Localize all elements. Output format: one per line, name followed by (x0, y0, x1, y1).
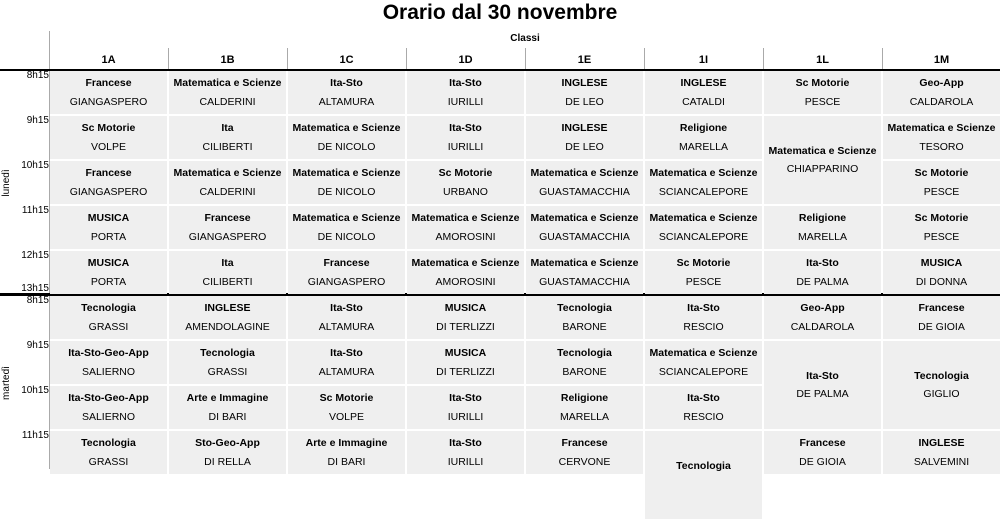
time-slot-label: 11h15 (21, 205, 49, 216)
lesson-teacher: TESORO (919, 141, 964, 153)
lesson-teacher: DI TERLIZZI (436, 366, 495, 378)
lesson-teacher: SALIERNO (81, 411, 136, 423)
lesson-cell[interactable] (883, 341, 1000, 429)
lesson-subject: Geo-App (919, 77, 964, 89)
day-label: martedì (1, 365, 12, 400)
lesson-subject: Ita-Sto (687, 302, 720, 314)
lesson-teacher: GRASSI (88, 321, 129, 333)
lesson-teacher: RESCIO (683, 411, 724, 423)
lesson-subject: Arte e Immagine (305, 437, 388, 449)
class-header: 1D (458, 54, 473, 66)
lesson-subject: Ita (221, 122, 234, 134)
lesson-cell[interactable] (169, 71, 286, 114)
lesson-cell[interactable] (288, 116, 405, 159)
lesson-teacher: CERVONE (558, 456, 611, 468)
lesson-subject: Tecnologia (676, 460, 731, 472)
lesson-teacher: VOLPE (90, 141, 127, 153)
lesson-teacher: GIANGASPERO (307, 276, 386, 288)
lesson-subject: Tecnologia (200, 347, 255, 359)
lesson-teacher: GUASTAMACCHIA (539, 186, 630, 198)
lesson-cell[interactable] (764, 296, 881, 339)
time-slot-label: 13h15 (21, 283, 49, 294)
time-slot-label: 12h15 (21, 250, 49, 261)
lesson-subject: Ita-Sto (806, 370, 839, 382)
time-slot-label: 9h15 (26, 340, 49, 351)
lesson-subject: INGLESE (680, 77, 727, 89)
class-header: 1L (816, 54, 829, 66)
lesson-cell[interactable] (288, 251, 405, 294)
lesson-cell[interactable] (169, 341, 286, 384)
lesson-cell[interactable] (288, 386, 405, 429)
lesson-teacher: DE NICOLO (317, 186, 376, 198)
lesson-teacher: BARONE (562, 321, 607, 333)
lesson-teacher: IURILLI (447, 411, 484, 423)
lesson-teacher: AMOROSINI (435, 231, 496, 243)
lesson-teacher: GIANGASPERO (69, 96, 148, 108)
lesson-cell[interactable] (764, 431, 881, 474)
lesson-cell[interactable] (764, 71, 881, 114)
lesson-teacher: DI BARI (327, 456, 366, 468)
lesson-subject: Ita-Sto (330, 347, 363, 359)
lesson-teacher: CILIBERTI (202, 276, 253, 288)
column-divider (763, 48, 764, 70)
lesson-subject: Francese (85, 77, 132, 89)
lesson-teacher: AMENDOLAGINE (185, 321, 270, 333)
lesson-cell[interactable] (764, 251, 881, 294)
lesson-subject: Tecnologia (81, 302, 136, 314)
lesson-cell[interactable] (407, 206, 524, 249)
lesson-subject: Tecnologia (557, 347, 612, 359)
lesson-cell[interactable] (50, 161, 167, 204)
lesson-cell[interactable] (764, 116, 881, 204)
lesson-teacher: SALVEMINI (913, 456, 970, 468)
lesson-subject: Ita-Sto-Geo-App (68, 392, 149, 404)
lesson-teacher: MARELLA (797, 231, 848, 243)
page-title: Orario dal 30 novembre (382, 1, 618, 24)
lesson-teacher: DE LEO (565, 96, 604, 108)
column-divider (406, 48, 407, 70)
lesson-subject: Ita (221, 257, 234, 269)
lesson-subject: Ita-Sto (449, 392, 482, 404)
lesson-cell[interactable] (407, 116, 524, 159)
class-header: 1A (101, 54, 116, 66)
lesson-subject: Sc Motorie (914, 212, 969, 224)
lesson-cell[interactable] (526, 251, 643, 294)
lesson-teacher: PESCE (685, 276, 722, 288)
lesson-cell[interactable] (526, 431, 643, 474)
time-slot-label: 9h15 (26, 115, 49, 126)
column-divider (168, 48, 169, 70)
lesson-subject: Francese (799, 437, 846, 449)
lesson-subject: INGLESE (561, 77, 608, 89)
lesson-teacher: IURILLI (447, 96, 484, 108)
lesson-cell[interactable] (883, 161, 1000, 204)
lesson-cell[interactable] (407, 71, 524, 114)
lesson-cell[interactable] (407, 341, 524, 384)
lesson-cell[interactable] (645, 431, 762, 519)
lesson-cell[interactable] (526, 386, 643, 429)
time-slot-label: 8h15 (26, 70, 49, 81)
lesson-cell[interactable] (645, 296, 762, 339)
lesson-subject: Matematica e Scienze (887, 122, 996, 134)
lesson-cell[interactable] (288, 296, 405, 339)
lesson-cell[interactable] (50, 386, 167, 429)
lesson-subject: Francese (323, 257, 370, 269)
lesson-subject: INGLESE (561, 122, 608, 134)
lesson-subject: Matematica e Scienze (530, 167, 639, 179)
lesson-teacher: PESCE (923, 231, 960, 243)
lesson-subject: Tecnologia (557, 302, 612, 314)
lesson-subject: Sc Motorie (319, 392, 374, 404)
lesson-cell[interactable] (645, 251, 762, 294)
lesson-teacher: BARONE (562, 366, 607, 378)
lesson-teacher: CALDAROLA (790, 321, 855, 333)
column-divider (644, 48, 645, 70)
class-header: 1I (698, 54, 709, 66)
lesson-teacher: CALDERINI (199, 186, 256, 198)
lesson-cell[interactable] (645, 386, 762, 429)
lesson-cell[interactable] (645, 116, 762, 159)
lesson-cell[interactable] (526, 161, 643, 204)
lesson-teacher: RESCIO (683, 321, 724, 333)
lesson-subject: Religione (679, 122, 728, 134)
lesson-subject: Ita-Sto (449, 122, 482, 134)
class-header: 1M (933, 54, 950, 66)
lesson-teacher: CILIBERTI (202, 141, 253, 153)
lesson-teacher: DI TERLIZZI (436, 321, 495, 333)
lesson-subject: Matematica e Scienze (173, 77, 282, 89)
lesson-subject: Ita-Sto (449, 437, 482, 449)
day-label: lunedì (1, 169, 12, 197)
lesson-teacher: VOLPE (328, 411, 365, 423)
lesson-subject: Tecnologia (914, 370, 969, 382)
lesson-cell[interactable] (407, 431, 524, 474)
lesson-subject: Francese (918, 302, 965, 314)
lesson-cell[interactable] (407, 296, 524, 339)
lesson-subject: Sc Motorie (438, 167, 493, 179)
lesson-subject: Sc Motorie (676, 257, 731, 269)
lesson-teacher: GUASTAMACCHIA (539, 231, 630, 243)
lesson-subject: Sc Motorie (81, 122, 136, 134)
lesson-teacher: CALDAROLA (909, 96, 974, 108)
lesson-cell[interactable] (645, 206, 762, 249)
lesson-cell[interactable] (288, 161, 405, 204)
lesson-teacher: GUASTAMACCHIA (539, 276, 630, 288)
lesson-cell[interactable] (883, 296, 1000, 339)
lesson-cell[interactable] (764, 206, 881, 249)
lesson-teacher: PORTA (90, 231, 127, 243)
classes-header-label: Classi (510, 33, 540, 44)
lesson-subject: MUSICA (444, 302, 487, 314)
lesson-cell[interactable] (883, 116, 1000, 159)
lesson-cell[interactable] (407, 386, 524, 429)
lesson-cell[interactable] (407, 161, 524, 204)
lesson-cell[interactable] (883, 206, 1000, 249)
lesson-cell[interactable] (288, 206, 405, 249)
lesson-subject: Matematica e Scienze (649, 167, 758, 179)
lesson-subject: INGLESE (918, 437, 965, 449)
lesson-subject: Ita-Sto (449, 77, 482, 89)
class-header: 1C (339, 54, 354, 66)
lesson-teacher: SCIANCALEPORE (658, 231, 749, 243)
lesson-subject: Matematica e Scienze (292, 167, 401, 179)
time-slot-label: 10h15 (21, 160, 49, 171)
lesson-subject: Matematica e Scienze (411, 212, 520, 224)
lesson-subject: Matematica e Scienze (292, 212, 401, 224)
lesson-subject: Ita-Sto (330, 77, 363, 89)
lesson-subject: Sc Motorie (795, 77, 850, 89)
lesson-teacher: PORTA (90, 276, 127, 288)
lesson-teacher: URBANO (443, 186, 488, 198)
lesson-teacher: DI BARI (208, 411, 247, 423)
lesson-teacher: SCIANCALEPORE (658, 366, 749, 378)
lesson-teacher: GIANGASPERO (69, 186, 148, 198)
lesson-cell[interactable] (645, 161, 762, 204)
lesson-teacher: SCIANCALEPORE (658, 186, 749, 198)
lesson-teacher: DE NICOLO (317, 231, 376, 243)
lesson-subject: Ita-Sto-Geo-App (68, 347, 149, 359)
lesson-teacher: GRASSI (88, 456, 129, 468)
time-slot-label: 11h15 (21, 430, 49, 441)
lesson-subject: MUSICA (444, 347, 487, 359)
lesson-teacher: CALDERINI (199, 96, 256, 108)
lesson-cell[interactable] (288, 341, 405, 384)
lesson-cell[interactable] (764, 341, 881, 429)
lesson-teacher: AMOROSINI (435, 276, 496, 288)
lesson-subject: Arte e Immagine (186, 392, 269, 404)
lesson-teacher: CHIAPPARINO (786, 163, 859, 175)
lesson-subject: Sto-Geo-App (195, 437, 260, 449)
lesson-cell[interactable] (50, 251, 167, 294)
lesson-subject: MUSICA (87, 212, 130, 224)
lesson-subject: INGLESE (204, 302, 251, 314)
lesson-cell[interactable] (526, 206, 643, 249)
lesson-cell[interactable] (883, 431, 1000, 474)
lesson-subject: MUSICA (920, 257, 963, 269)
lesson-cell[interactable] (169, 251, 286, 294)
lesson-teacher: DE PALMA (796, 388, 849, 400)
lesson-subject: Religione (798, 212, 847, 224)
lesson-cell[interactable] (50, 296, 167, 339)
lesson-subject: Matematica e Scienze (411, 257, 520, 269)
lesson-cell[interactable] (407, 251, 524, 294)
lesson-subject: Geo-App (800, 302, 845, 314)
time-slot-label: 10h15 (21, 385, 49, 396)
lesson-cell[interactable] (288, 71, 405, 114)
lesson-teacher: GIANGASPERO (188, 231, 267, 243)
lesson-cell[interactable] (883, 251, 1000, 294)
lesson-subject: Sc Motorie (914, 167, 969, 179)
lesson-cell[interactable] (526, 296, 643, 339)
lesson-subject: Ita-Sto (806, 257, 839, 269)
lesson-teacher: CATALDI (682, 96, 725, 108)
lesson-teacher: ALTAMURA (318, 366, 375, 378)
column-divider (525, 48, 526, 70)
lesson-cell[interactable] (50, 341, 167, 384)
lesson-cell[interactable] (645, 341, 762, 384)
class-header: 1E (577, 54, 592, 66)
lesson-teacher: DI RELLA (204, 456, 251, 468)
lesson-subject: Matematica e Scienze (649, 212, 758, 224)
lesson-teacher: DE GIOIA (918, 321, 965, 333)
lesson-subject: Matematica e Scienze (649, 347, 758, 359)
lesson-cell[interactable] (50, 71, 167, 114)
lesson-cell[interactable] (645, 71, 762, 114)
lesson-subject: Matematica e Scienze (292, 122, 401, 134)
lesson-subject: Religione (560, 392, 609, 404)
lesson-teacher: GRASSI (207, 366, 248, 378)
lesson-teacher: IURILLI (447, 141, 484, 153)
lesson-subject: Francese (561, 437, 608, 449)
column-divider (287, 48, 288, 70)
lesson-teacher: SALIERNO (81, 366, 136, 378)
lesson-subject: Francese (204, 212, 251, 224)
lesson-teacher: DE LEO (565, 141, 604, 153)
lesson-teacher: ALTAMURA (318, 321, 375, 333)
lesson-teacher: IURILLI (447, 456, 484, 468)
lesson-cell[interactable] (526, 341, 643, 384)
lesson-teacher: DE PALMA (796, 276, 849, 288)
lesson-cell[interactable] (50, 206, 167, 249)
lesson-subject: Matematica e Scienze (530, 212, 639, 224)
column-divider (882, 48, 883, 70)
lesson-subject: Ita-Sto (330, 302, 363, 314)
lesson-subject: Ita-Sto (687, 392, 720, 404)
lesson-subject: Matematica e Scienze (530, 257, 639, 269)
lesson-subject: Matematica e Scienze (173, 167, 282, 179)
lesson-cell[interactable] (288, 431, 405, 474)
lesson-cell[interactable] (169, 386, 286, 429)
lesson-cell[interactable] (50, 116, 167, 159)
lesson-cell[interactable] (50, 431, 167, 474)
lesson-cell[interactable] (169, 206, 286, 249)
time-slot-label: 8h15 (26, 295, 49, 306)
lesson-subject: MUSICA (87, 257, 130, 269)
lesson-teacher: DE NICOLO (317, 141, 376, 153)
class-header: 1B (220, 54, 235, 66)
lesson-teacher: PESCE (804, 96, 841, 108)
lesson-teacher: GIGLIO (923, 388, 960, 400)
lesson-cell[interactable] (169, 161, 286, 204)
lesson-teacher: DI DONNA (915, 276, 968, 288)
lesson-teacher: MARELLA (678, 141, 729, 153)
lesson-teacher: DE GIOIA (799, 456, 846, 468)
lesson-teacher: PESCE (923, 186, 960, 198)
lesson-cell[interactable] (883, 71, 1000, 114)
lesson-cell[interactable] (526, 71, 643, 114)
lesson-cell[interactable] (169, 296, 286, 339)
lesson-cell[interactable] (169, 116, 286, 159)
lesson-subject: Matematica e Scienze (768, 145, 877, 157)
lesson-teacher: ALTAMURA (318, 96, 375, 108)
lesson-teacher: MARELLA (559, 411, 610, 423)
lesson-subject: Francese (85, 167, 132, 179)
lesson-subject: Tecnologia (81, 437, 136, 449)
lesson-cell[interactable] (526, 116, 643, 159)
lesson-cell[interactable] (169, 431, 286, 474)
